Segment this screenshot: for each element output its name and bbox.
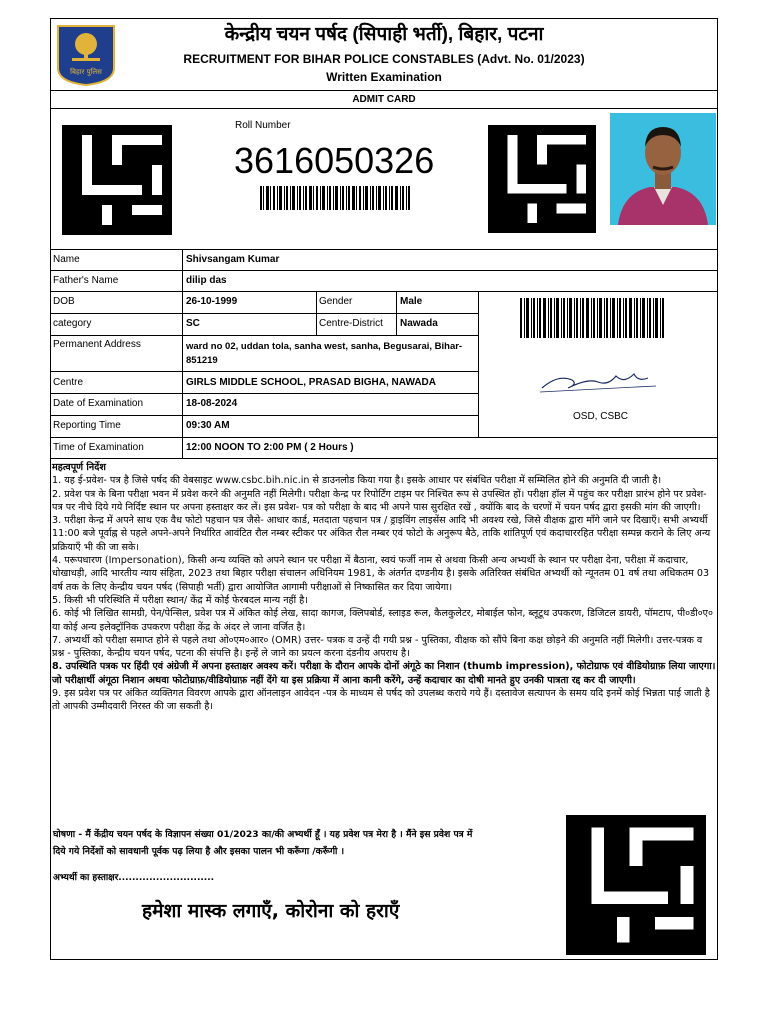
category-label: category — [53, 318, 92, 329]
svg-text:बिहार पुलिस: बिहार पुलिस — [70, 68, 102, 76]
instruction-item: 3. परीक्षा केन्द्र में अपने साथ एक वैध फोटो पहचान पत्र जैसे- आधार कार्ड, मतदाता पहचान पत्र / ड्राइविंग लाइसेंस आदि भी अवश्य रखे, जिसे वीक्षक द्वारा माँगे जाने पर दिखाएँ। सभी अभ्यर्थी 11:00 बजे पूर्वाह्न से पहले अपने-अपने निर्धारित आवंटित रौल नम्बर स्टीकर पर अंकित रौल नम्बर एवं फोटो के अनुरूप बैठे, ताकि शांतिपूर्ण एवं कदाचाररहित परीक्षा सम्पन्न कराने के लिए अन्य प्रक्रियाएँ भी की जा सके। — [52, 515, 711, 553]
declaration-line2: दिये गये निर्देशों को सावधानी पूर्वक पढ़ लिया है और इसका पालन भी करूँगा /करूँगी । — [53, 846, 345, 857]
page-title-hindi: केन्द्रीय चयन पर्षद (सिपाही भर्ती), बिहार, पटना — [224, 24, 544, 45]
authority-designation: OSD, CSBC — [573, 411, 629, 422]
exam-time-value: 12:00 NOON TO 2:00 PM ( 2 Hours ) — [186, 442, 354, 453]
father-label: Father's Name — [53, 275, 119, 286]
candidate-signature-label: अभ्यर्थी का हस्ताक्षर............................ — [53, 873, 215, 883]
instruction-item: 2. प्रवेश पत्र के बिना परीक्षा भवन में प्रवेश करने की अनुमति नहीं मिलेगी। परीक्षा केन्द्र पर रिपोर्टिंग टाइम पर निश्चित रूप से उपस्थित हों। परीक्षा हॉल में पहुंच कर परीक्षा प्रारंभ होने पर प्रवेश- पत्र पर नीचे दिये गये निर्दिष्ट स्थान पर अपना हस्ताक्षर कर लें। इस प्रवेश- पत्र को परीक्षा के बाद भी अपने पास सुरक्षित रखें , क्योंकि बाद के चरणों में चयन पर्षद द्वारा इसकी मांग की जाएगी। — [52, 488, 707, 513]
roll-barcode — [260, 186, 410, 210]
gender-label: Gender — [319, 296, 353, 307]
instruction-item: 8. उपस्थिति पत्रक पर हिंदी एवं अंग्रेजी में अपना हस्ताक्षर अवश्य करें। परीक्षा के दौरान आपके दोनों अंगूठे का निशान (thumb impression), फोटोग्राफ एवं वीडियोग्राफ़ लिया जाएगा। जो परीक्षार्थी अंगूठा निशान अथवा फोटोग्राफ़/वीडियोग्राफ़ नहीं देंगे या इस प्रक्रिया में आना कानी करेंगे, उन्हें कदाचार का दोषी मानते हुए उनकी पात्रता रद्द कर दी जाएगी। — [52, 661, 716, 686]
address-line2: 851219 — [186, 355, 218, 366]
important-instructions — [52, 461, 716, 714]
name-value: Shivsangam Kumar — [186, 254, 280, 265]
page-subtitle: Written Examination — [326, 70, 442, 84]
qr-code-bottom — [566, 812, 706, 958]
declaration-line1: घोषणा - मैं केंद्रीय चयन पर्षद के विज्ञापन संख्या 01/2023 का/की अभ्यर्थी हूँ । यह प्रवेश पत्र मेरा है । मैंने इस प्रवेश पत्र में — [53, 829, 473, 840]
centre-district-value: Nawada — [400, 318, 438, 329]
address-line1: ward no 02, uddan tola, sanha west, sanha, Begusarai, Bihar- — [186, 341, 463, 352]
centre-district-label: Centre-District — [319, 318, 383, 329]
instruction-item: 6. कोई भी लिखित सामग्री, पेन/पेन्सिल, प्रवेश पत्र में अंकित कोई लेख, सादा कागज, क्लिपबोर्ड, स्लाइड रूल, कैलकुलेटर, मोबाईल फोन, ब्लूटूथ उपकरण, डिजिटल डायरी, पॉमटाप, पी०डी०ए० या कोई अन्य इलेक्ट्रॉनिक उपकरण परीक्षा केंद्र के अंदर ले जाना वर्जित है। — [52, 608, 713, 633]
roll-number-label: Roll Number — [235, 120, 291, 131]
exam-date-value: 18-08-2024 — [186, 398, 238, 409]
qr-code-right — [488, 124, 596, 234]
instruction-item: 9. इस प्रवेश पत्र पर अंकित व्यक्तिगत विवरण आपके द्वारा ऑनलाइन आवेदन -पत्र के माध्यम से पर्षद को उपलब्ध कराये गये हैं। दस्तावेज सत्यापन के समय यदि इनमें कोई भिन्नता पाई जाती है तो आपकी उम्मीदवारी निरस्त की जा सकती है। — [52, 688, 710, 713]
admit-barcode — [520, 298, 666, 338]
address-label: Permanent Address — [53, 339, 141, 350]
instruction-item: 7. अभ्यर्थी को परीक्षा समाप्त होने से पहले तथा ओ०एम०आर० (OMR) उत्तर- पत्रक व उन्हें दी गयी प्रश्न - पुस्तिका, वीक्षक को सौंपे बिना कक्ष छोड़ने की अनुमति नहीं मिलेगी। उत्तर-पत्रक व प्रश्न - पुस्तिका, केन्द्रीय चयन पर्षद, पटना की संपत्ति है। इन्हें ले जाने का प्रयत्न करना दंडनीय अपराध है। — [52, 634, 703, 660]
reporting-time-label: Reporting Time — [53, 420, 121, 431]
gender-value: Male — [400, 296, 423, 307]
admit-card-label: ADMIT CARD — [352, 94, 416, 105]
dob-value: 26-10-1999 — [186, 296, 238, 307]
roll-number-value: 3616050326 — [234, 140, 435, 181]
father-value: dilip das — [186, 275, 227, 286]
dob-label: DOB — [53, 296, 75, 307]
category-value: SC — [186, 318, 200, 329]
exam-date-label: Date of Examination — [53, 398, 144, 409]
centre-value: GIRLS MIDDLE SCHOOL, PRASAD BIGHA, NAWADA — [186, 377, 437, 388]
instruction-item: 4. परूपधारण (Impersonation), किसी अन्य व्यक्ति को अपने स्थान पर परीक्षा में बैठाना, स्वयं फर्जी नाम से अथवा किसी अन्य अभ्यर्थी के स्थान पर परीक्षा देना, परीक्षा में कदाचार, धोखाधड़ी, आदि भारतीय न्याय संहिता, 2023 तथा बिहार परीक्षा संचालन अधिनियम 1981, के अंतर्गत दण्डनीय है। इसके अतिरिक्त संबंधित अभ्यर्थी को न्यूनतम 01 वर्ष तथा अधिकतम 03 वर्ष तक के लिए केन्द्रीय चयन पर्षद (सिपाही भर्ती) द्वारा आयोजित आगामी परीक्षाओं से निष्कासित कर दिया जायेगा। — [52, 555, 710, 593]
instruction-item: 1. यह ई-प्रवेश- पत्र है जिसे पर्षद की वेबसाइट www.csbc.bih.nic.in से डाउनलोड किया गया है। इसके आधार पर संबंधित परीक्षा में सम्मिलित होने की अनुमति दी जाती है। — [52, 475, 662, 487]
instruction-item: 5. किसी भी परिस्थिति में परीक्षा स्थान/ केंद्र में कोई फेरबदल मान्य नहीं है। — [52, 594, 308, 606]
exam-time-label: Time of Examination — [53, 442, 144, 453]
centre-label: Centre — [53, 377, 84, 388]
qr-code-left — [62, 124, 172, 236]
instructions-heading: महत्वपूर्ण निर्देश — [52, 462, 106, 473]
covid-slogan: हमेशा मास्क लगाएँ, कोरोना को हराएँ — [142, 900, 400, 922]
candidate-photo — [610, 113, 716, 225]
page-title-english: RECRUITMENT FOR BIHAR POLICE CONSTABLES (Advt. No. 01/2023) — [183, 52, 585, 66]
reporting-time-value: 09:30 AM — [186, 420, 230, 431]
authority-signature — [538, 366, 658, 396]
name-label: Name — [53, 254, 80, 265]
